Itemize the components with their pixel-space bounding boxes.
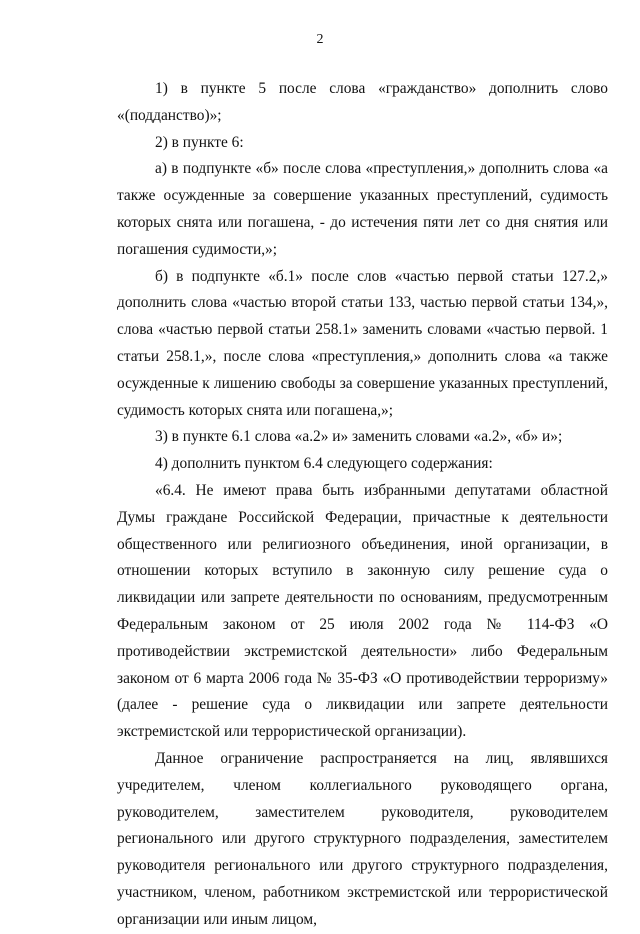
paragraph-8: Данное ограничение распространяется на лиц, являвшихся учредителем, членом коллегиального руководящего органа, руководителем, заместителем руководителя, руководителем регионального или другого структурного подразделения, заместителем руководителя регионального или другого структурного подразделения, участником, членом, работником экстремистской или террористической организации или иным лицом, xyxy=(117,749,608,928)
paragraph-5: 3) в пункте 6.1 слова «а.2» и» заменить словами «а.2», «б» и»; xyxy=(155,428,563,446)
paragraph-4: б) в подпункте «б.1» после слов «частью первой статьи 127.2,» дополнить слова «частью второй статьи 133, частью первой статьи 134,», слова «частью первой статьи 258.1» заменить словами «частью первой. 1 статьи 258.1,», после слова «преступления,» дополнить слова «а также осужденные к лишению свободы за совершение указанных преступлений, судимость которых снята или погашена,»; xyxy=(117,267,608,419)
paragraph-6: 4) дополнить пунктом 6.4 следующего содержания: xyxy=(155,455,493,473)
document-body xyxy=(117,76,608,934)
page-number: 2 xyxy=(316,32,324,47)
paragraph-1: 1) в пункте 5 после слова «гражданство» дополнить слово «(подданство)»; xyxy=(117,80,608,124)
paragraph-2: 2) в пункте 6: xyxy=(155,133,244,151)
paragraph-7: «6.4. Не имеют права быть избранными депутатами областной Думы граждане Российской Федерации, причастные к деятельности общественного или религиозного объединения, иной организации, в отношении которых вступило в законную силу решение суда о ликвидации или запрете деятельности по основаниям, предусмотренным Федеральным законом от 25 июля 2002 года № 114-ФЗ «О противодействии экстремистской деятельности» либо Федеральным законом от 6 марта 2006 года № 35-ФЗ «О противодействии терроризму» (далее - решение суда о ликвидации или запрете деятельности экстремистской или террористической организации). xyxy=(117,481,608,741)
paragraph-3: а) в подпункте «б» после слова «преступления,» дополнить слова «а также осужденные за совершение указанных преступлений, судимость которых снята или погашена, - до истечения пяти лет со дня снятия или погашения судимости,»; xyxy=(117,160,608,258)
